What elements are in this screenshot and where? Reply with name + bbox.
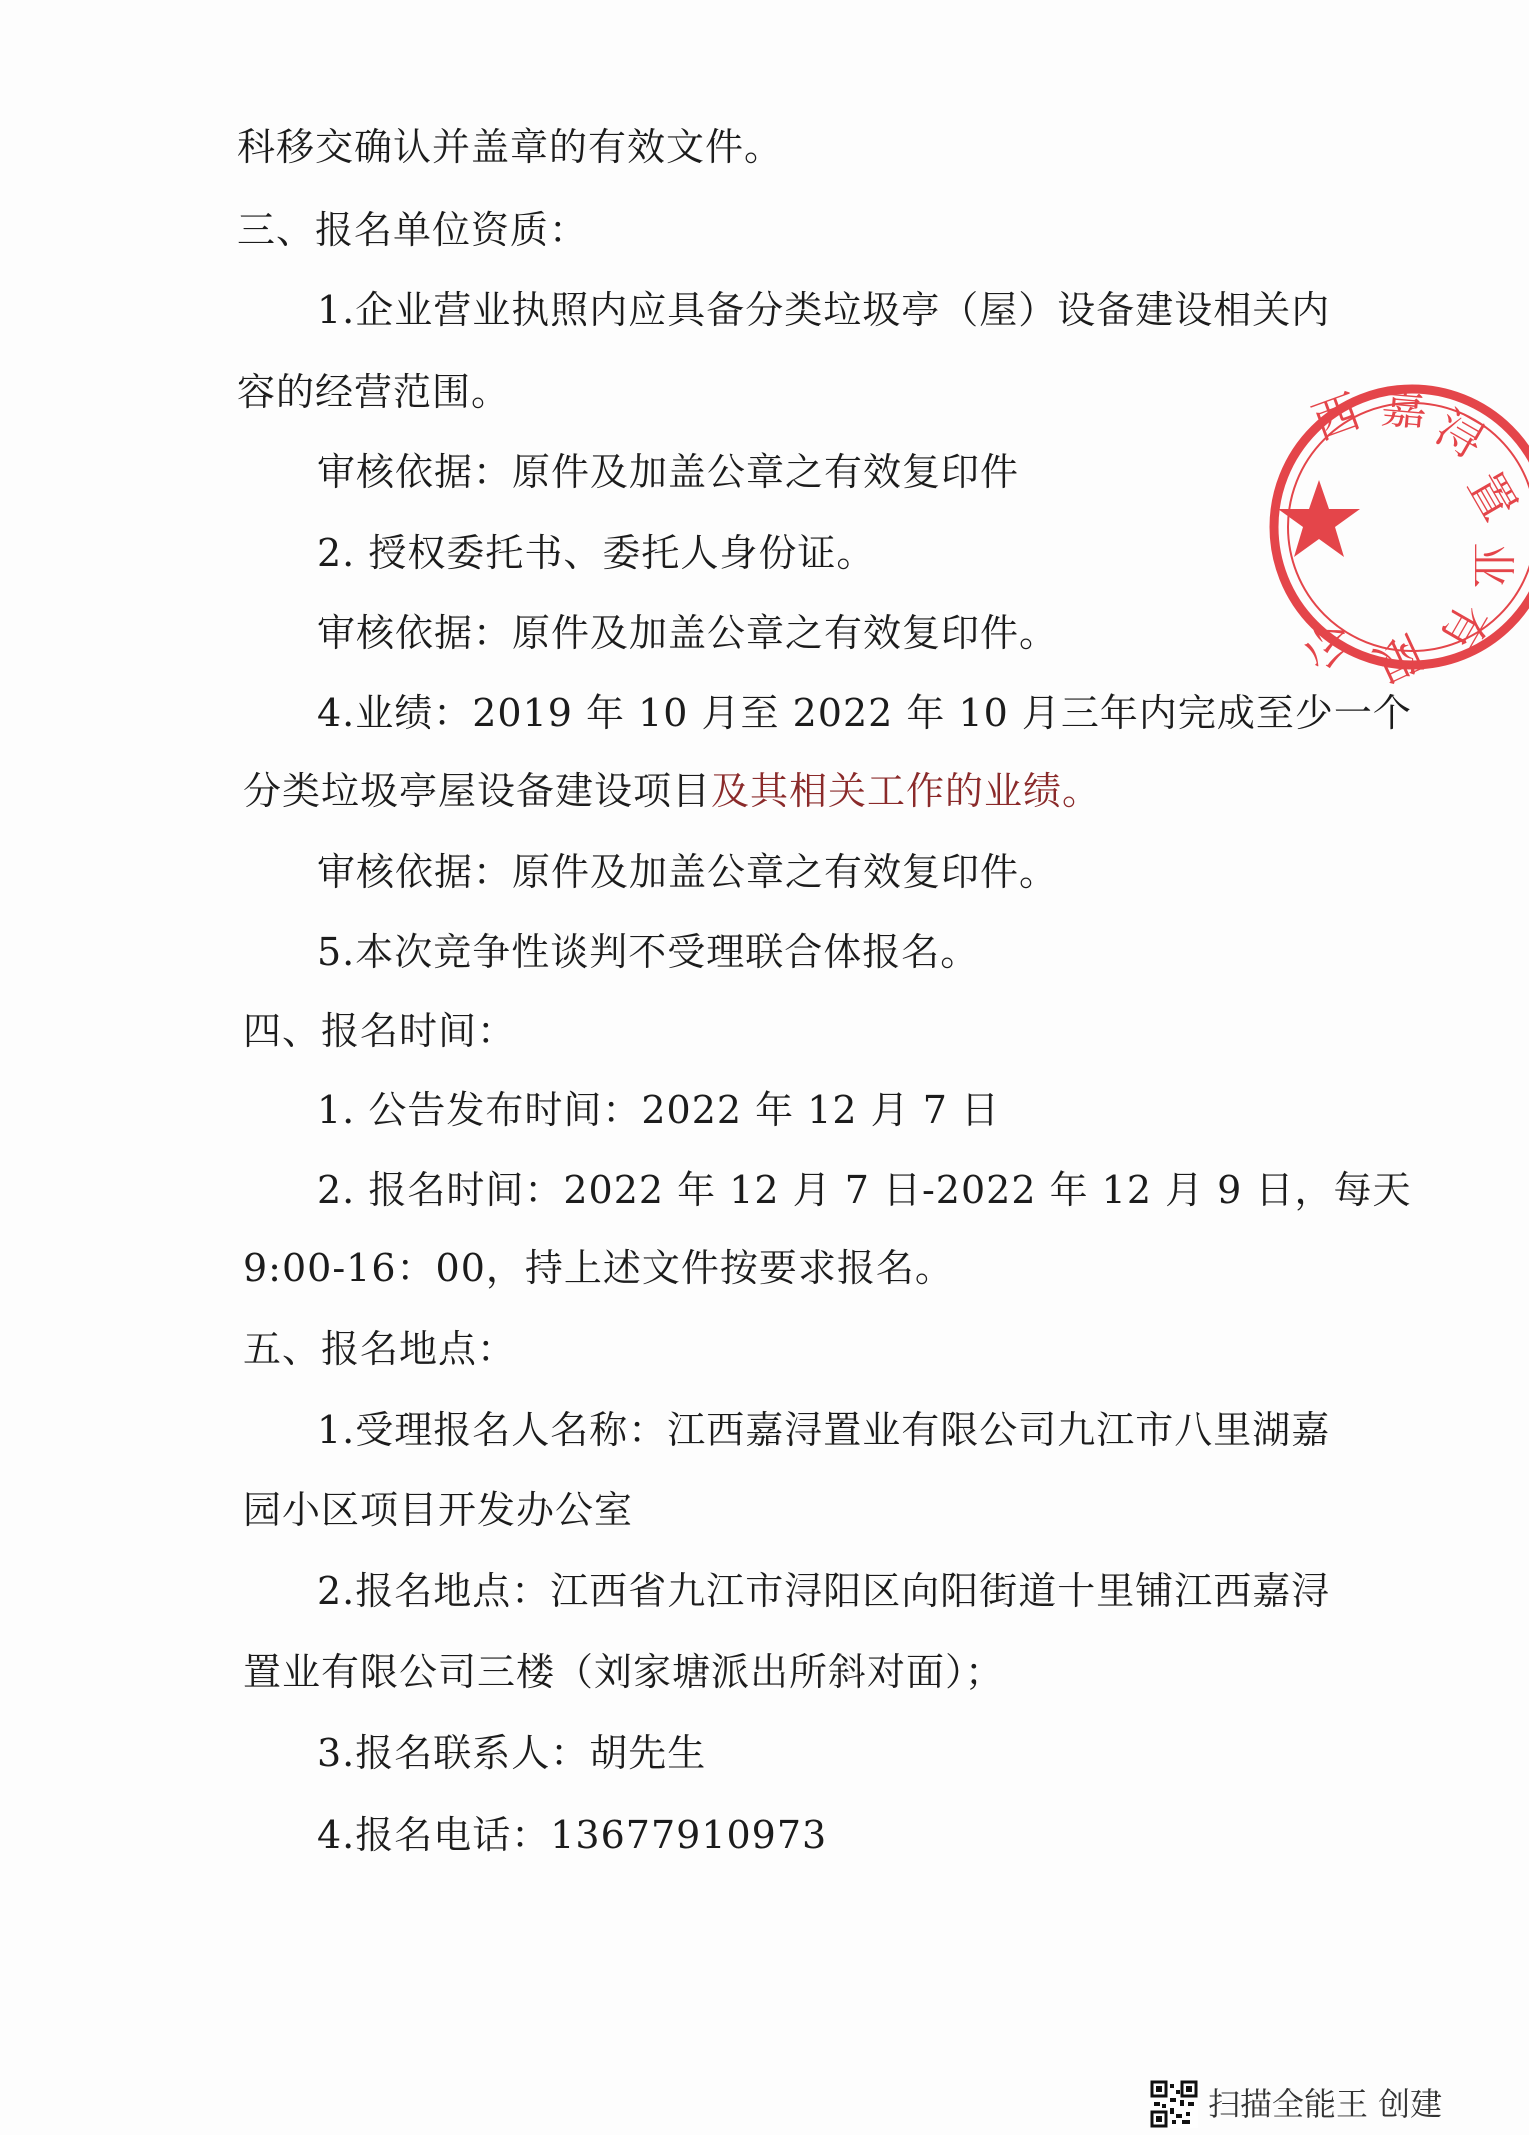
text-line-10: 审核依据：原件及加盖公章之有效复印件。	[317, 850, 1059, 894]
scanner-watermark-label: 扫描全能王 创建	[1208, 2085, 1443, 2123]
text-line-18: 园小区项目开发办公室	[243, 1488, 634, 1532]
qr-code-icon	[1150, 2080, 1198, 2128]
text-line-11: 5.本次竞争性谈判不受理联合体报名。	[317, 930, 980, 974]
svg-text:业: 业	[1465, 542, 1519, 588]
text-line-21: 3.报名联系人：胡先生	[317, 1731, 707, 1775]
svg-text:置: 置	[1457, 462, 1528, 530]
svg-text:限: 限	[1365, 624, 1431, 693]
svg-text:有: 有	[1429, 594, 1500, 662]
text-line-9-part-a: 分类垃圾亭屋设备建设项目	[243, 769, 712, 813]
text-line-8: 4.业绩：2019 年 10 月至 2022 年 10 月三年内完成至少一个	[317, 691, 1412, 735]
text-line-7: 审核依据：原件及加盖公章之有效复印件。	[317, 611, 1059, 655]
company-seal	[1262, 372, 1528, 693]
section-heading-location: 五、报名地点：	[243, 1327, 517, 1371]
text-line-15: 9:00-16：00，持上述文件按要求报名。	[243, 1246, 954, 1290]
svg-text:浔: 浔	[1426, 399, 1494, 470]
section-heading-time: 四、报名时间：	[243, 1009, 517, 1053]
text-line-6: 2. 授权委托书、委托人身份证。	[317, 531, 876, 575]
svg-text:西: 西	[1305, 383, 1367, 451]
text-line-22: 4.报名电话：13677910973	[317, 1813, 828, 1857]
text-line-20: 置业有限公司三楼（刘家塘派出所斜对面）；	[243, 1650, 1005, 1694]
text-line-13: 1. 公告发布时间：2022 年 12 月 7 日	[317, 1088, 1000, 1132]
text-line-9	[243, 766, 1101, 816]
svg-text:嘉: 嘉	[1379, 379, 1430, 437]
text-line-4: 容的经营范围。	[237, 370, 511, 414]
svg-text:公: 公	[1299, 615, 1354, 677]
scanner-watermark	[1150, 2080, 1490, 2130]
text-line-17: 1.受理报名人名称：江西嘉浔置业有限公司九江市八里湖嘉	[317, 1408, 1331, 1452]
text-line-3: 1.企业营业执照内应具备分类垃圾亭（屋）设备建设相关内	[317, 288, 1331, 332]
text-line-14: 2. 报名时间：2022 年 12 月 7 日-2022 年 12 月 9 日，每天	[317, 1168, 1412, 1212]
text-line-5: 审核依据：原件及加盖公章之有效复印件	[317, 450, 1020, 494]
text-line-1: 科移交确认并盖章的有效文件。	[237, 125, 784, 169]
text-line-9-part-b: 及其相关工作的业绩。	[711, 769, 1102, 813]
text-line-19: 2.报名地点：江西省九江市浔阳区向阳街道十里铺江西嘉浔	[317, 1569, 1331, 1613]
section-heading-qualifications: 三、报名单位资质：	[237, 208, 589, 252]
